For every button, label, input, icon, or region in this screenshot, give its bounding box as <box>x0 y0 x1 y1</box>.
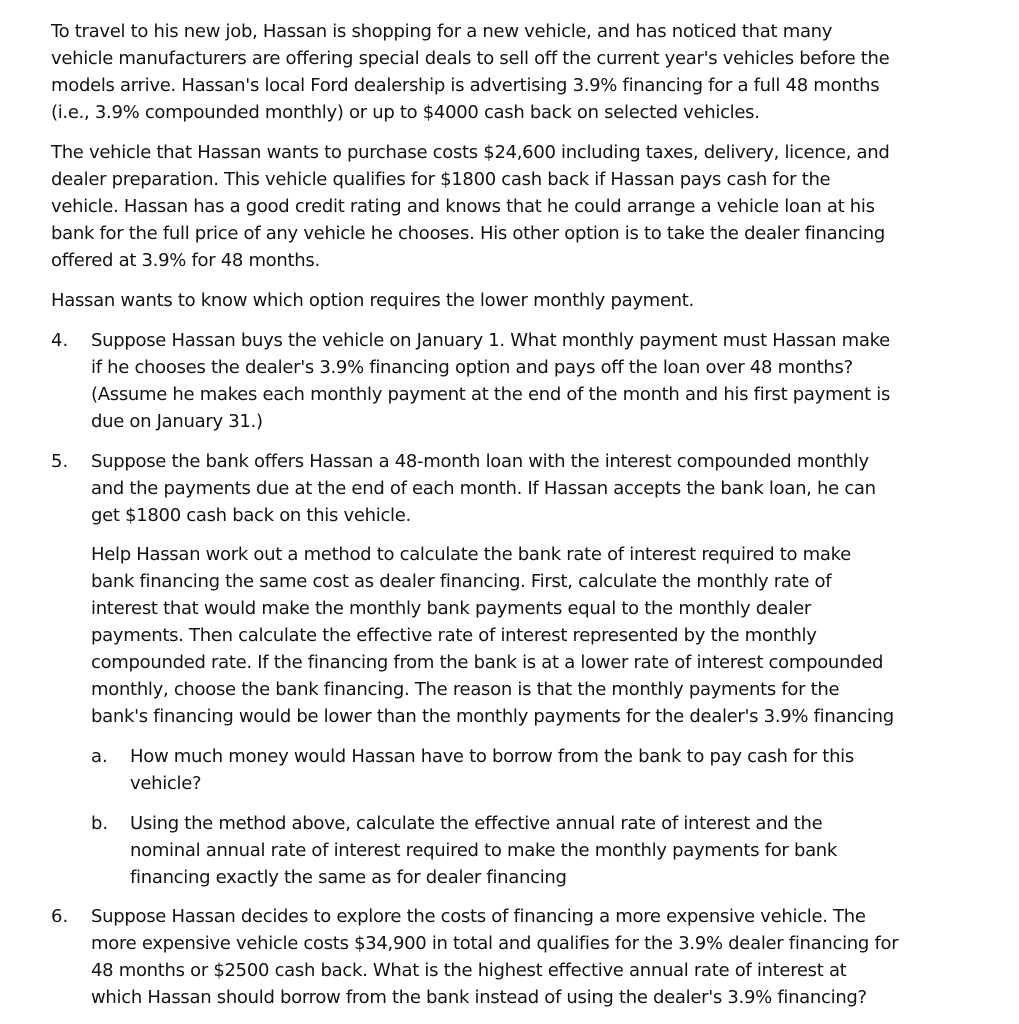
question-5-line: Suppose the bank offers Hassan a 48-month loan with the interest compounded monthly <box>91 451 869 472</box>
paragraph-2-line: offered at 3.9% for 48 months. <box>51 250 320 271</box>
part-a-line: How much money would Hassan have to borrow from the bank to pay cash for this <box>130 746 854 767</box>
method-line: bank's financing would be lower than the monthly payments for the dealer's 3.9% financing <box>91 706 894 727</box>
part-b-line: nominal annual rate of interest required to make the monthly payments for bank <box>130 840 838 861</box>
method-line: bank financing the same cost as dealer financing. First, calculate the monthly rate of <box>91 571 832 592</box>
question-4-line: Suppose Hassan buys the vehicle on January 1. What monthly payment must Hassan make <box>91 330 890 351</box>
paragraph-2-line: vehicle. Hassan has a good credit rating and knows that he could arrange a vehicle loan at his <box>51 196 875 217</box>
method-line: compounded rate. If the financing from the bank is at a lower rate of interest compounded <box>91 652 884 673</box>
paragraph-2-line: bank for the full price of any vehicle he chooses. His other option is to take the dealer financing <box>51 223 885 244</box>
paragraph-2-line: dealer preparation. This vehicle qualifies for $1800 cash back if Hassan pays cash for the <box>51 169 831 190</box>
question-5-line: get $1800 cash back on this vehicle. <box>91 505 411 526</box>
question-6-line: 48 months or $2500 cash back. What is the highest effective annual rate of interest at <box>91 960 847 981</box>
part-b-line: Using the method above, calculate the effective annual rate of interest and the <box>130 813 823 834</box>
part-b-letter: b. <box>91 813 109 834</box>
question-5-number: 5. <box>51 451 69 472</box>
method-line: interest that would make the monthly bank payments equal to the monthly dealer <box>91 598 811 619</box>
part-b-line: financing exactly the same as for dealer financing <box>130 867 567 888</box>
part-a-line: vehicle? <box>130 773 202 794</box>
method-line: monthly, choose the bank financing. The reason is that the monthly payments for the <box>91 679 840 700</box>
paragraph-2-line: The vehicle that Hassan wants to purchase costs $24,600 including taxes, delivery, licence, and <box>51 142 890 163</box>
question-5-line: and the payments due at the end of each month. If Hassan accepts the bank loan, he can <box>91 478 876 499</box>
paragraph-1-line: vehicle manufacturers are offering special deals to sell off the current year's vehicles before the <box>51 48 890 69</box>
part-a-letter: a. <box>91 746 108 767</box>
method-line: Help Hassan work out a method to calculate the bank rate of interest required to make <box>91 544 851 565</box>
paragraph-3-line: Hassan wants to know which option requires the lower monthly payment. <box>51 290 694 311</box>
paragraph-1-line: (i.e., 3.9% compounded monthly) or up to $4000 cash back on selected vehicles. <box>51 102 760 123</box>
question-6-line: which Hassan should borrow from the bank instead of using the dealer's 3.9% financing? <box>91 987 867 1008</box>
paragraph-1-line: To travel to his new job, Hassan is shopping for a new vehicle, and has noticed that many <box>51 21 833 42</box>
question-4-line: (Assume he makes each monthly payment at the end of the month and his first payment is <box>91 384 891 405</box>
question-4-line: if he chooses the dealer's 3.9% financing option and pays off the loan over 48 months? <box>91 357 853 378</box>
question-4-line: due on January 31.) <box>91 411 263 432</box>
question-6-line: more expensive vehicle costs $34,900 in total and qualifies for the 3.9% dealer financing for <box>91 933 899 954</box>
paragraph-1-line: models arrive. Hassan's local Ford dealership is advertising 3.9% financing for a full 48 months <box>51 75 880 96</box>
question-4-number: 4. <box>51 330 69 351</box>
method-line: payments. Then calculate the effective rate of interest represented by the monthly <box>91 625 817 646</box>
question-6-line: Suppose Hassan decides to explore the costs of financing a more expensive vehicle. The <box>91 906 866 927</box>
question-6-number: 6. <box>51 906 69 927</box>
